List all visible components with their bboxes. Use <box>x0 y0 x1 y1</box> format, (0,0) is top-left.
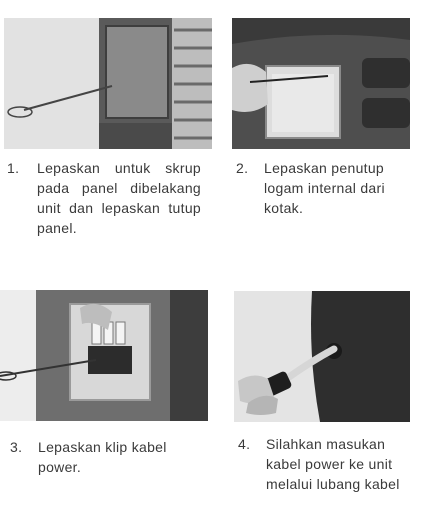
step-4-photo <box>234 291 410 422</box>
step-2 <box>236 158 416 228</box>
step-1-photo <box>4 18 212 149</box>
metal-cover-illustration <box>232 18 410 149</box>
step-3-photo <box>0 290 208 421</box>
step-4-text-line: kabel power ke unit <box>266 456 393 472</box>
step-1-number: 1. <box>7 160 20 176</box>
step-4-text-line: Silahkan masukan <box>266 436 386 452</box>
step-1 <box>7 158 207 268</box>
power-cable-illustration <box>234 291 410 422</box>
step-4-text <box>266 434 423 494</box>
step-1-text: Lepaskan untuk skrup pada panel dibelakang unit dan lepaskan tutup panel. <box>37 160 201 236</box>
step-2-text: Lepaskan penutup logam internal dari kotak. <box>264 160 385 216</box>
step-3 <box>10 437 200 487</box>
step-2-photo <box>232 18 410 149</box>
step-3-text: Lepaskan klip kabel power. <box>38 439 167 475</box>
step-2-number: 2. <box>236 160 249 176</box>
screwdriver-panel-illustration <box>4 18 212 149</box>
step-4-text-line: melalui lubang kabel <box>266 476 400 492</box>
step-4-number: 4. <box>238 436 251 452</box>
cable-clip-illustration <box>0 290 208 421</box>
step-3-number: 3. <box>10 439 23 455</box>
step-4 <box>238 434 422 504</box>
